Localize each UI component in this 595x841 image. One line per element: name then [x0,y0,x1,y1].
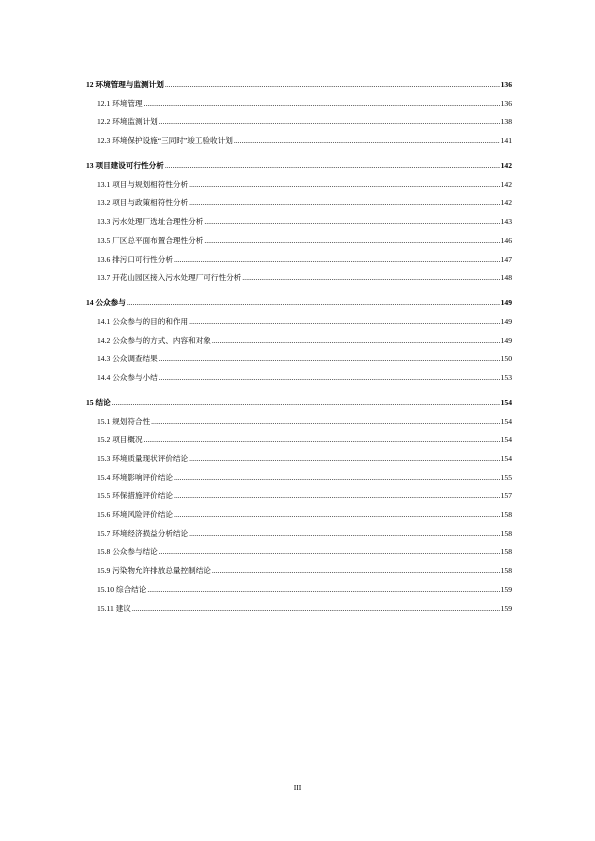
section-title: 12.1 环境管理 [97,98,143,108]
chapter-page-number: 149 [500,298,512,308]
chapter-title: 12 环境管理与监测计划 [86,80,164,89]
section-title: 15.5 环保措施评价结论 [97,491,173,501]
page-number-footer: III [293,783,302,792]
section-page-number: 147 [500,254,512,264]
section-page-number: 155 [500,472,512,482]
toc-section-entry[interactable] [86,247,512,266]
dot-leader [189,453,499,465]
section-title: 13.6 排污口可行性分析 [97,254,173,264]
dot-leader [212,565,500,577]
dot-leader [189,179,499,191]
dot-leader [212,335,500,347]
section-title: 14.2 公众参与的方式、内容和对象 [97,335,211,345]
section-page-number: 158 [500,547,512,557]
toc-chapter-entry[interactable] [86,152,512,172]
chapter-title: 15 结论 [86,397,111,407]
section-title: 15.6 环境风险评价结论 [97,510,173,520]
section-page-number: 148 [500,273,512,283]
section-title: 15.11 建议 [97,603,131,613]
section-page-number: 158 [500,510,512,520]
section-title: 13.1 项目与规划相符性分析 [97,179,189,189]
toc-section-entry[interactable] [86,577,512,596]
section-page-number: 149 [500,316,512,326]
dot-leader [165,79,500,91]
toc-section-entry[interactable] [86,446,512,465]
dot-leader [144,98,500,110]
section-page-number: 142 [500,198,512,208]
dot-leader [234,135,500,147]
chapter-page-number: 136 [500,80,512,89]
dot-leader [159,546,500,558]
section-page-number: 146 [500,235,512,245]
section-page-number: 157 [500,491,512,501]
dot-leader [174,490,500,502]
dot-leader [189,197,499,209]
toc-section-entry[interactable] [86,465,512,484]
section-title: 15.1 规划符合性 [97,416,151,426]
dot-leader [165,160,500,172]
section-title: 15.8 公众参与结论 [97,547,158,557]
dot-leader [144,434,500,446]
dot-leader [132,603,500,615]
toc-section-entry[interactable] [86,409,512,428]
dot-leader [174,472,500,484]
section-page-number: 136 [500,98,512,108]
section-title: 12.3 环境保护设施“三同时”竣工验收计划 [97,136,233,146]
toc-chapter-entry[interactable] [86,289,512,309]
table-of-contents [86,71,512,615]
section-page-number: 154 [500,416,512,426]
dot-leader [127,297,500,309]
section-page-number: 158 [500,528,512,538]
toc-section-entry[interactable] [86,558,512,577]
toc-section-entry[interactable] [86,209,512,228]
dot-leader [204,216,499,228]
section-title: 14.4 公众参与小结 [97,372,158,382]
dot-leader [112,397,500,409]
dot-leader [159,353,500,365]
section-page-number: 149 [500,335,512,345]
toc-section-entry[interactable] [86,365,512,384]
section-page-number: 154 [500,454,512,463]
section-title: 14.3 公众调查结果 [97,354,158,364]
toc-section-entry[interactable] [86,266,512,285]
toc-section-entry[interactable] [86,596,512,615]
toc-chapter-entry[interactable] [86,389,512,409]
dot-leader [204,235,499,247]
section-page-number: 142 [500,179,512,189]
toc-section-entry[interactable] [86,172,512,191]
toc-section-entry[interactable] [86,484,512,503]
toc-section-entry[interactable] [86,309,512,328]
toc-section-entry[interactable] [86,91,512,110]
dot-leader [147,584,499,596]
toc-section-entry[interactable] [86,502,512,521]
dot-leader [174,254,500,266]
section-title: 12.2 环境监测计划 [97,117,158,127]
section-page-number: 158 [500,566,512,576]
toc-chapter-entry[interactable] [86,71,512,91]
toc-section-entry[interactable] [86,347,512,366]
chapter-page-number: 154 [500,397,512,407]
section-title: 14.1 公众参与的目的和作用 [97,316,189,326]
dot-leader [151,416,499,428]
section-title: 15.3 环境质量现状评价结论 [97,454,189,463]
section-page-number: 159 [500,603,512,613]
section-title: 15.2 项目概况 [97,435,143,445]
section-page-number: 141 [500,136,512,146]
chapter-title: 14 公众参与 [86,298,126,308]
section-title: 15.10 综合结论 [97,584,147,594]
section-page-number: 143 [500,217,512,227]
toc-section-entry[interactable] [86,328,512,347]
toc-section-entry[interactable] [86,191,512,210]
chapter-page-number: 142 [500,161,512,171]
section-title: 13.7 开花山园区接入污水处理厂可行性分析 [97,273,242,283]
dot-leader [189,316,499,328]
dot-leader [189,528,499,540]
section-title: 13.3 污水处理厂选址合理性分析 [97,217,204,227]
section-title: 15.7 环境经济损益分析结论 [97,528,189,538]
section-title: 13.2 项目与政策相符性分析 [97,198,189,208]
dot-leader [174,509,500,521]
section-page-number: 138 [500,117,512,127]
section-page-number: 154 [500,435,512,445]
toc-section-entry[interactable] [86,521,512,540]
toc-section-entry[interactable] [86,110,512,129]
chapter-title: 13 项目建设可行性分析 [86,161,164,171]
toc-section-entry[interactable] [86,428,512,447]
section-page-number: 150 [500,354,512,364]
toc-section-entry[interactable] [86,540,512,559]
section-title: 15.9 污染物允许排放总量控制结论 [97,566,211,576]
section-page-number: 153 [500,372,512,382]
dot-leader [242,272,499,284]
section-title: 13.5 厂区总平面布置合理性分析 [97,235,204,245]
toc-section-entry[interactable] [86,228,512,247]
toc-section-entry[interactable] [86,128,512,147]
section-title: 15.4 环境影响评价结论 [97,472,173,482]
dot-leader [159,116,500,128]
dot-leader [159,372,500,384]
section-page-number: 159 [500,584,512,594]
